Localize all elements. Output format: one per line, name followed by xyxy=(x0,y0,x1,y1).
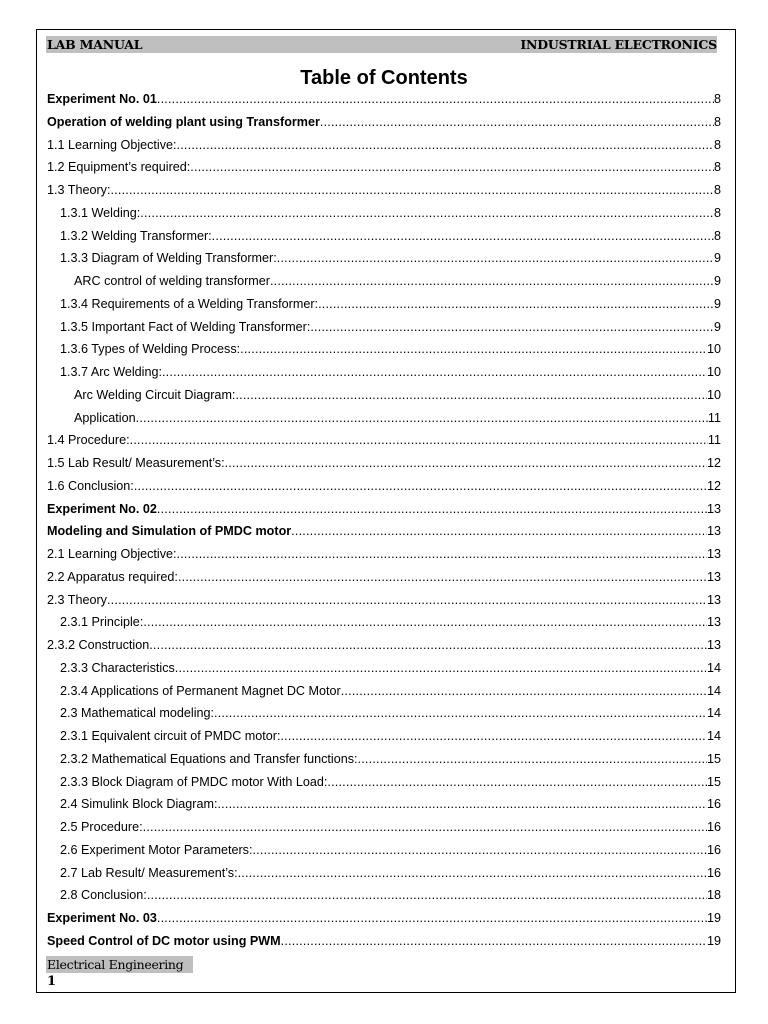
toc-dot-leader xyxy=(212,225,714,247)
toc-entry-page: 14 xyxy=(706,660,721,675)
toc-entry[interactable] xyxy=(47,475,721,498)
toc-entry[interactable] xyxy=(47,884,721,907)
toc-dot-leader xyxy=(143,611,707,633)
table-of-contents xyxy=(47,88,721,953)
toc-entry-title: 2.8 Conclusion: xyxy=(60,888,147,903)
toc-dot-leader xyxy=(217,793,707,815)
toc-entry-title: 1.3.7 Arc Welding: xyxy=(60,365,162,379)
page-title: Table of Contents xyxy=(300,67,468,89)
toc-entry-title: 2.2 Apparatus required: xyxy=(47,569,178,584)
toc-entry-title: 2.3.2 Construction xyxy=(47,638,150,652)
toc-entry[interactable] xyxy=(47,338,721,361)
toc-dot-leader xyxy=(277,247,714,269)
toc-entry-title: 1.1 Learning Objective: xyxy=(47,137,177,152)
toc-dot-leader xyxy=(310,316,714,338)
toc-entry[interactable] xyxy=(47,316,721,339)
toc-dot-leader xyxy=(140,202,714,224)
toc-entry[interactable] xyxy=(47,793,721,816)
toc-dot-leader xyxy=(252,839,707,861)
toc-entry-title: Operation of welding plant using Transformer xyxy=(47,114,320,129)
header-left-label: LAB MANUAL xyxy=(47,37,143,52)
toc-entry-page: 13 xyxy=(706,501,721,516)
toc-entry-page: 8 xyxy=(713,92,721,106)
toc-entry-page: 11 xyxy=(707,410,721,425)
toc-entry-page: 10 xyxy=(706,387,721,402)
toc-entry-page: 10 xyxy=(706,342,721,357)
toc-dot-leader xyxy=(143,816,707,838)
toc-entry-page: 13 xyxy=(706,569,721,584)
toc-entry-title: 2.7 Lab Result/ Measurement’s: xyxy=(60,865,238,880)
toc-entry[interactable] xyxy=(47,88,721,111)
toc-entry[interactable] xyxy=(47,771,721,794)
toc-dot-leader xyxy=(358,748,707,770)
toc-entry-page: 13 xyxy=(706,592,721,607)
toc-dot-leader xyxy=(110,179,714,201)
toc-entry[interactable] xyxy=(47,589,721,612)
toc-dot-leader xyxy=(318,293,714,315)
toc-dot-leader xyxy=(270,270,714,292)
toc-dot-leader xyxy=(280,725,707,747)
toc-entry-title: 2.5 Procedure: xyxy=(60,820,143,834)
toc-entry-page: 15 xyxy=(706,774,721,789)
toc-entry[interactable] xyxy=(47,816,721,839)
toc-entry-page: 10 xyxy=(706,365,721,379)
toc-entry[interactable] xyxy=(47,634,721,657)
toc-entry[interactable] xyxy=(47,748,721,771)
toc-entry[interactable] xyxy=(47,611,721,634)
toc-entry[interactable] xyxy=(47,270,721,293)
toc-entry-title: 2.3.3 Characteristics xyxy=(60,660,175,675)
toc-dot-leader xyxy=(107,589,707,611)
toc-entry-title: ARC control of welding transformer xyxy=(74,274,270,288)
toc-entry-title: 1.3.4 Requirements of a Welding Transformer: xyxy=(60,296,319,311)
toc-entry-page: 13 xyxy=(706,615,721,630)
toc-entry-title: 2.4 Simulink Block Diagram: xyxy=(60,797,218,812)
toc-entry-title: Experiment No. 01 xyxy=(47,92,157,106)
toc-dot-leader xyxy=(240,338,707,360)
toc-entry[interactable] xyxy=(47,907,721,930)
toc-entry[interactable] xyxy=(47,680,721,703)
toc-dot-leader xyxy=(177,543,707,565)
toc-entry-title: 2.3 Theory xyxy=(47,592,107,607)
toc-entry-page: 16 xyxy=(706,865,721,880)
toc-dot-leader xyxy=(225,452,707,474)
toc-entry-title: 1.4 Procedure: xyxy=(47,433,130,448)
toc-entry-title: 2.3.3 Block Diagram of PMDC motor With Load: xyxy=(60,774,328,789)
toc-dot-leader xyxy=(291,520,707,542)
toc-dot-leader xyxy=(341,680,707,702)
toc-entry[interactable] xyxy=(47,156,721,179)
toc-entry-page: 16 xyxy=(706,842,721,857)
toc-entry-title: 1.3.2 Welding Transformer: xyxy=(60,228,212,243)
toc-entry-title: 2.3 Mathematical modeling: xyxy=(60,706,215,721)
toc-entry-title: 1.3.5 Important Fact of Welding Transformer: xyxy=(60,319,311,334)
toc-dot-leader xyxy=(134,475,707,497)
toc-entry-title: 1.6 Conclusion: xyxy=(47,478,134,493)
toc-entry-page: 13 xyxy=(706,524,721,539)
toc-dot-leader xyxy=(130,429,708,451)
toc-dot-leader xyxy=(157,907,707,929)
toc-entry[interactable] xyxy=(47,384,721,407)
toc-dot-leader xyxy=(157,498,707,520)
toc-entry[interactable] xyxy=(47,429,721,452)
toc-entry-page: 13 xyxy=(706,547,721,561)
toc-entry[interactable] xyxy=(47,202,721,225)
toc-entry-page: 14 xyxy=(706,729,721,743)
toc-dot-leader xyxy=(327,771,707,793)
toc-entry[interactable] xyxy=(47,520,721,543)
toc-entry-title: 2.3.2 Mathematical Equations and Transfer functions: xyxy=(60,751,358,766)
toc-dot-leader xyxy=(190,156,714,178)
toc-entry-title: 2.1 Learning Objective: xyxy=(47,547,177,561)
toc-entry[interactable] xyxy=(47,930,721,953)
toc-entry[interactable] xyxy=(47,293,721,316)
toc-entry-page: 11 xyxy=(707,433,721,448)
toc-entry-page: 12 xyxy=(706,478,721,493)
toc-dot-leader xyxy=(149,634,707,656)
toc-entry-page: 19 xyxy=(706,933,721,948)
toc-entry[interactable] xyxy=(47,498,721,521)
toc-entry[interactable] xyxy=(47,839,721,862)
toc-entry-page: 18 xyxy=(706,888,721,903)
toc-entry-page: 16 xyxy=(706,820,721,834)
toc-entry-title: Experiment No. 02 xyxy=(47,501,157,516)
toc-entry[interactable] xyxy=(47,657,721,680)
toc-entry-title: 1.2 Equipment’s required: xyxy=(47,160,191,175)
toc-dot-leader xyxy=(238,862,707,884)
toc-entry[interactable] xyxy=(47,566,721,589)
toc-entry-page: 8 xyxy=(713,137,721,152)
toc-entry-page: 16 xyxy=(706,797,721,812)
toc-entry-title: 2.3.4 Applications of Permanent Magnet DC Motor xyxy=(60,683,341,698)
toc-entry[interactable] xyxy=(47,247,721,270)
toc-entry-page: 9 xyxy=(713,251,721,266)
toc-entry-page: 8 xyxy=(713,228,721,243)
toc-dot-leader xyxy=(214,702,707,724)
toc-entry-page: 9 xyxy=(713,274,721,288)
toc-dot-leader xyxy=(178,566,707,588)
toc-entry-page: 8 xyxy=(713,114,721,129)
toc-dot-leader xyxy=(281,930,707,952)
toc-entry-title: 1.3.3 Diagram of Welding Transformer: xyxy=(60,251,277,266)
toc-entry-title: 1.3 Theory: xyxy=(47,183,111,197)
toc-entry-page: 13 xyxy=(706,638,721,652)
toc-entry-page: 9 xyxy=(713,296,721,311)
toc-entry-page: 14 xyxy=(706,683,721,698)
toc-entry-title: 2.6 Experiment Motor Parameters: xyxy=(60,842,253,857)
toc-entry-title: Experiment No. 03 xyxy=(47,911,157,925)
toc-entry-title: 2.3.1 Principle: xyxy=(60,615,144,630)
toc-entry-title: Application xyxy=(74,410,136,425)
toc-entry-page: 8 xyxy=(713,160,721,175)
toc-entry-title: 1.5 Lab Result/ Measurement’s: xyxy=(47,456,225,470)
toc-entry[interactable] xyxy=(47,361,721,384)
toc-entry-page: 19 xyxy=(706,911,721,925)
toc-dot-leader xyxy=(162,361,707,383)
toc-entry-page: 8 xyxy=(713,205,721,220)
toc-entry-title: 1.3.1 Welding: xyxy=(60,205,141,220)
toc-entry-page: 15 xyxy=(706,751,721,766)
toc-entry[interactable] xyxy=(47,725,721,748)
toc-entry-title: 1.3.6 Types of Welding Process: xyxy=(60,342,241,357)
toc-entry[interactable] xyxy=(47,452,721,475)
toc-entry[interactable] xyxy=(47,111,721,134)
toc-entry[interactable] xyxy=(47,862,721,885)
toc-entry[interactable] xyxy=(47,407,721,430)
toc-dot-leader xyxy=(235,384,707,406)
toc-entry-title: Speed Control of DC motor using PWM xyxy=(47,933,281,948)
footer-department: Electrical Engineering xyxy=(47,957,184,972)
toc-entry[interactable] xyxy=(47,225,721,248)
toc-dot-leader xyxy=(177,134,714,156)
toc-entry-page: 14 xyxy=(706,706,721,721)
toc-entry-title: Modeling and Simulation of PMDC motor xyxy=(47,524,292,539)
toc-entry[interactable] xyxy=(47,543,721,566)
toc-dot-leader xyxy=(136,407,708,429)
toc-entry-page: 12 xyxy=(706,456,721,470)
toc-dot-leader xyxy=(157,88,714,110)
toc-dot-leader xyxy=(175,657,707,679)
toc-dot-leader xyxy=(320,111,714,133)
toc-entry[interactable] xyxy=(47,179,721,202)
header-right-label: INDUSTRIAL ELECTRONICS xyxy=(520,37,717,52)
toc-dot-leader xyxy=(147,884,707,906)
toc-entry-title: 2.3.1 Equivalent circuit of PMDC motor: xyxy=(60,729,281,743)
toc-entry-page: 8 xyxy=(713,183,721,197)
toc-entry-title: Arc Welding Circuit Diagram: xyxy=(74,387,236,402)
footer-page-number: 1 xyxy=(47,974,57,989)
toc-entry-page: 9 xyxy=(713,319,721,334)
toc-entry[interactable] xyxy=(47,134,721,157)
toc-entry[interactable] xyxy=(47,702,721,725)
